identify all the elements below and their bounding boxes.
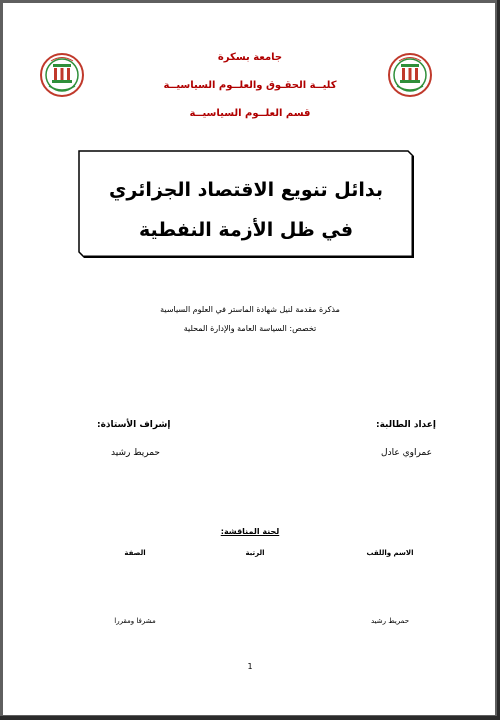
committee-member-name: حمريط رشيد <box>370 617 410 625</box>
committee-member-role: مشرفا ومقررا <box>114 617 156 625</box>
column-header-name: الاسم واللقب <box>366 549 414 557</box>
thesis-title: بدائل تنويع الاقتصاد الجزائري في ظل الأزمة النفطية <box>109 179 383 241</box>
page-number: 1 <box>247 662 253 671</box>
prepared-by-label: إعداد الطالبة: <box>376 420 436 430</box>
university-seal-icon <box>39 48 85 102</box>
column-header-role: الصفة <box>124 549 146 557</box>
page-shadow-bottom <box>0 716 500 720</box>
supervisor-label: إشراف الأستاذة: <box>97 420 171 430</box>
university-seal-icon <box>387 48 433 102</box>
supervisor-name: حمريط رشيد <box>111 448 160 458</box>
degree-statement: مذكرة مقدمة لنيل شهادة الماستر في العلوم السياسية <box>160 305 340 314</box>
specialization: تخصص: السياسة العامة والإدارة المحلية <box>183 324 317 333</box>
title-frame <box>78 150 414 258</box>
column-header-rank: الرتبة <box>245 549 265 557</box>
committee-title: لجنة المناقشة: <box>220 527 280 536</box>
faculty-name: كليــة الحقـوق والعلــوم السياسيــة <box>163 80 337 91</box>
student-name: عمراوي عادل <box>381 448 432 458</box>
university-name: جامعة بسكرة <box>217 52 283 63</box>
department-name: قسم العلــوم السياسيــة <box>189 108 311 119</box>
